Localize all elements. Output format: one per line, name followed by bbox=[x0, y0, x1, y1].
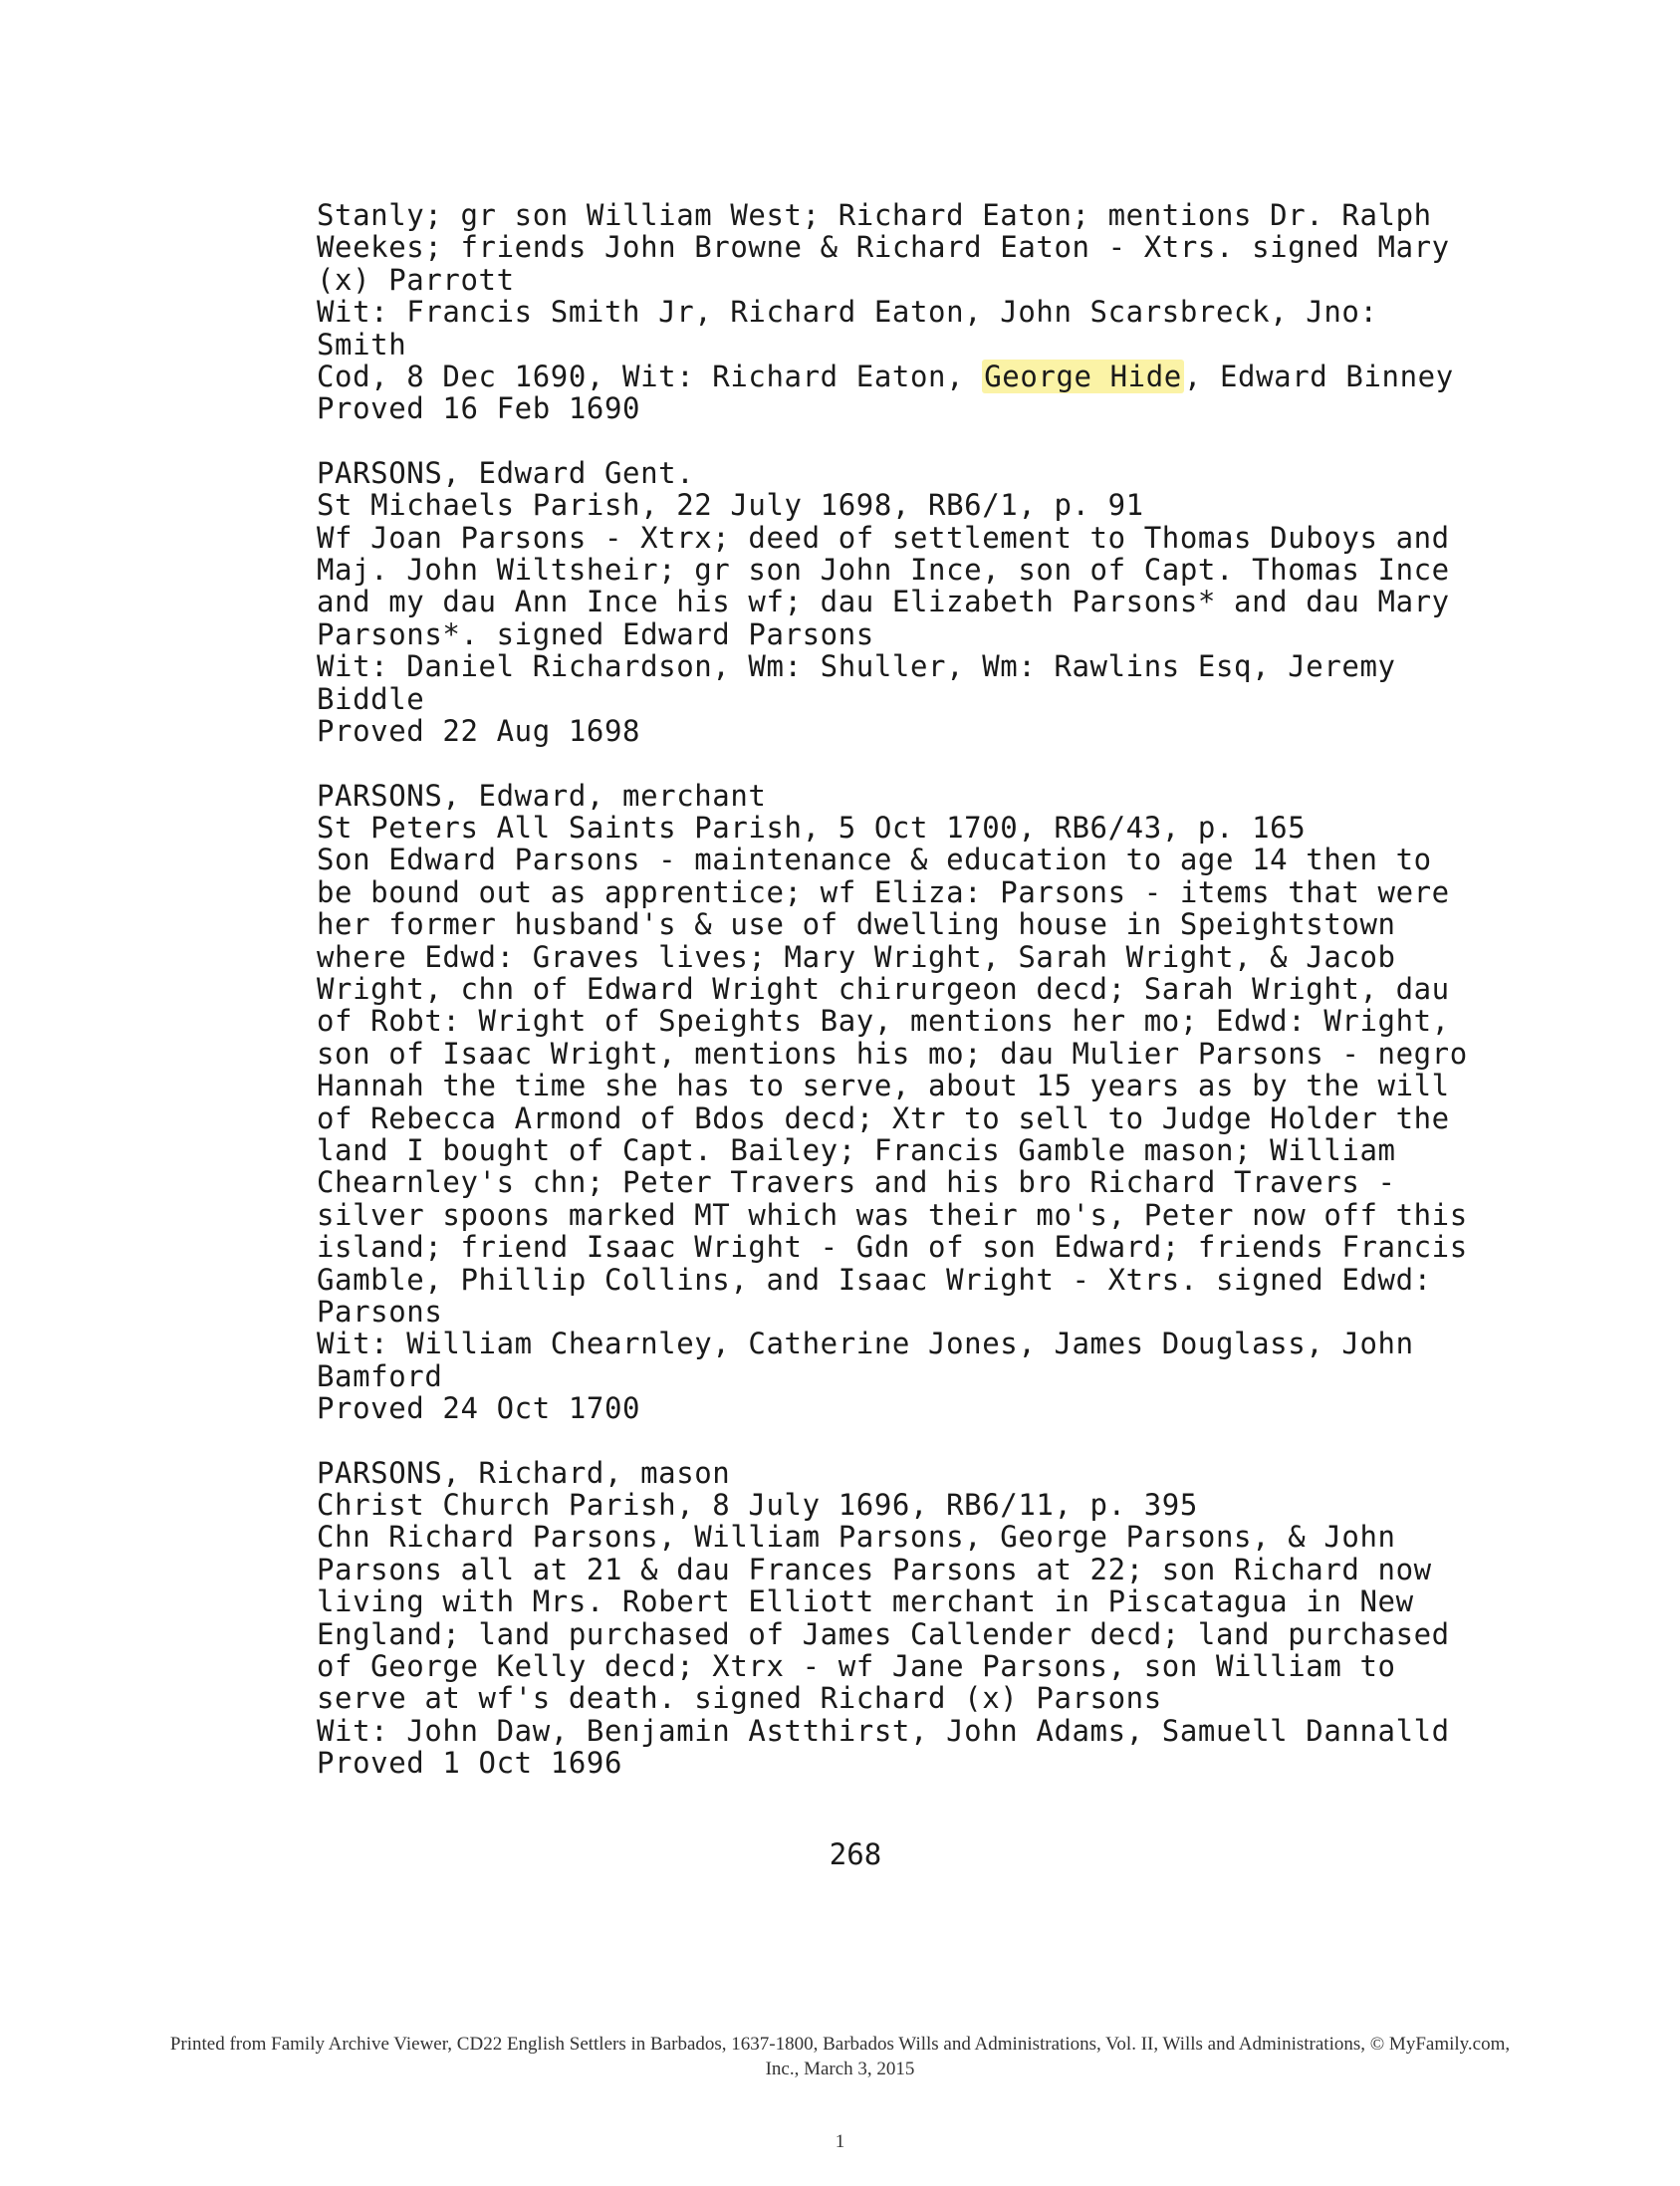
footer-line: Printed from Family Archive Viewer, CD22 English Settlers in Barbados, 1637-1800, Barbados Wills and Administrations, Vol. II, Wills and Administrations, © MyFamily.com, bbox=[169, 2034, 1511, 2055]
text-line: Wf Joan Parsons - Xtrx; deed of settlement to Thomas Duboys and bbox=[317, 520, 1450, 555]
text-line: and my dau Ann Ince his wf; dau Elizabeth Parsons* and dau Mary bbox=[317, 585, 1450, 619]
proved-line: Proved 1 Oct 1696 bbox=[317, 1746, 623, 1781]
codicil-line bbox=[317, 360, 1454, 394]
text-line: Stanly; gr son William West; Richard Eaton; mentions Dr. Ralph bbox=[317, 198, 1432, 232]
text-line: Parsons all at 21 & dau Frances Parsons at 22; son Richard now bbox=[317, 1552, 1432, 1586]
entry-parish-line: St Peters All Saints Parish, 5 Oct 1700, RB6/43, p. 165 bbox=[317, 810, 1307, 845]
sheet-number: 1 bbox=[835, 2131, 845, 2152]
paragraph-gap bbox=[317, 1425, 1412, 1457]
text-line: be bound out as apprentice; wf Eliza: Parsons - items that were bbox=[317, 874, 1450, 909]
text-line: Parsons bbox=[317, 1295, 443, 1329]
text-line: Chn Richard Parsons, William Parsons, George Parsons, & John bbox=[317, 1520, 1396, 1555]
entry-parish-line: Christ Church Parish, 8 July 1696, RB6/11, p. 395 bbox=[317, 1488, 1198, 1523]
footer-line: Inc., March 3, 2015 bbox=[765, 2059, 915, 2079]
text-line: of Rebecca Armond of Bdos decd; Xtr to sell to Judge Holder the bbox=[317, 1100, 1450, 1135]
text-line: where Edwd: Graves lives; Mary Wright, Sarah Wright, & Jacob bbox=[317, 939, 1396, 974]
entry-heading: PARSONS, Edward Gent. bbox=[317, 455, 695, 490]
text-line: (x) Parrott bbox=[317, 262, 515, 297]
text-line: of George Kelly decd; Xtrx - wf Jane Parsons, son William to bbox=[317, 1649, 1396, 1684]
text-line: serve at wf's death. signed Richard (x) Parsons bbox=[317, 1681, 1162, 1716]
page-number: 268 bbox=[829, 1837, 882, 1871]
text-line: Maj. John Wiltsheir; gr son John Ince, son of Capt. Thomas Ince bbox=[317, 553, 1450, 588]
text-line: Wit: Francis Smith Jr, Richard Eaton, John Scarsbreck, Jno: bbox=[317, 295, 1378, 330]
text-line: Wright, chn of Edward Wright chirurgeon decd; Sarah Wright, dau bbox=[317, 971, 1450, 1006]
highlighted-name: George Hide bbox=[984, 360, 1182, 394]
print-footer bbox=[40, 2032, 1640, 2081]
text-line: Gamble, Phillip Collins, and Isaac Wright - Xtrs. signed Edwd: bbox=[317, 1262, 1432, 1297]
proved-line: Proved 24 Oct 1700 bbox=[317, 1391, 641, 1426]
text-line: son of Isaac Wright, mentions his mo; dau Mulier Parsons - negro bbox=[317, 1036, 1468, 1071]
text-line: England; land purchased of James Callender decd; land purchased bbox=[317, 1616, 1450, 1651]
text-line: Weekes; friends John Browne & Richard Eaton - Xtrs. signed Mary bbox=[317, 230, 1450, 265]
text-line: land I bought of Capt. Bailey; Francis Gamble mason; William bbox=[317, 1132, 1396, 1167]
text-line: Parsons*. signed Edward Parsons bbox=[317, 616, 874, 651]
text-line: island; friend Isaac Wright - Gdn of son Edward; friends Francis bbox=[317, 1230, 1468, 1265]
entry-heading: PARSONS, Richard, mason bbox=[317, 1455, 731, 1490]
will-entry-richard-mason bbox=[317, 1455, 1450, 1781]
text-line: Chearnley's chn; Peter Travers and his bro Richard Travers - bbox=[317, 1165, 1396, 1200]
codicil-suffix: , Edward Binney bbox=[1183, 360, 1454, 394]
text-line: Hannah the time she has to serve, about 15 years as by the will bbox=[317, 1069, 1450, 1103]
text-line: Biddle bbox=[317, 681, 425, 716]
text-line: of Robt: Wright of Speights Bay, mentions her mo; Edwd: Wright, bbox=[317, 1004, 1450, 1039]
text-line: Bamford bbox=[317, 1358, 443, 1393]
text-line: Wit: William Chearnley, Catherine Jones, James Douglass, John bbox=[317, 1327, 1414, 1361]
will-entry-edward-gent bbox=[317, 455, 1450, 749]
text-line: her former husband's & use of dwelling house in Speightstown bbox=[317, 907, 1396, 942]
proved-line: Proved 22 Aug 1698 bbox=[317, 714, 641, 749]
paragraph-gap bbox=[317, 425, 1412, 457]
text-line: silver spoons marked MT which was their mo's, Peter now off this bbox=[317, 1197, 1468, 1232]
text-line: Wit: Daniel Richardson, Wm: Shuller, Wm: Rawlins Esq, Jeremy bbox=[317, 649, 1396, 684]
entry-heading: PARSONS, Edward, merchant bbox=[317, 778, 767, 813]
codicil-prefix: Cod, 8 Dec 1690, Wit: Richard Eaton, bbox=[317, 360, 983, 394]
paragraph-gap bbox=[317, 748, 1412, 780]
proved-line: Proved 16 Feb 1690 bbox=[317, 391, 641, 426]
document-body bbox=[317, 198, 1468, 1781]
text-line: Son Edward Parsons - maintenance & education to age 14 then to bbox=[317, 843, 1432, 877]
intro-entry bbox=[317, 198, 1454, 426]
entry-parish-line: St Michaels Parish, 22 July 1698, RB6/1, p. 91 bbox=[317, 488, 1144, 523]
text-line: living with Mrs. Robert Elliott merchant in Piscatagua in New bbox=[317, 1584, 1414, 1619]
text-line: Wit: John Daw, Benjamin Astthirst, John Adams, Samuell Dannalld bbox=[317, 1713, 1450, 1748]
text-line: Smith bbox=[317, 327, 407, 362]
will-entry-edward-merchant bbox=[317, 778, 1468, 1426]
